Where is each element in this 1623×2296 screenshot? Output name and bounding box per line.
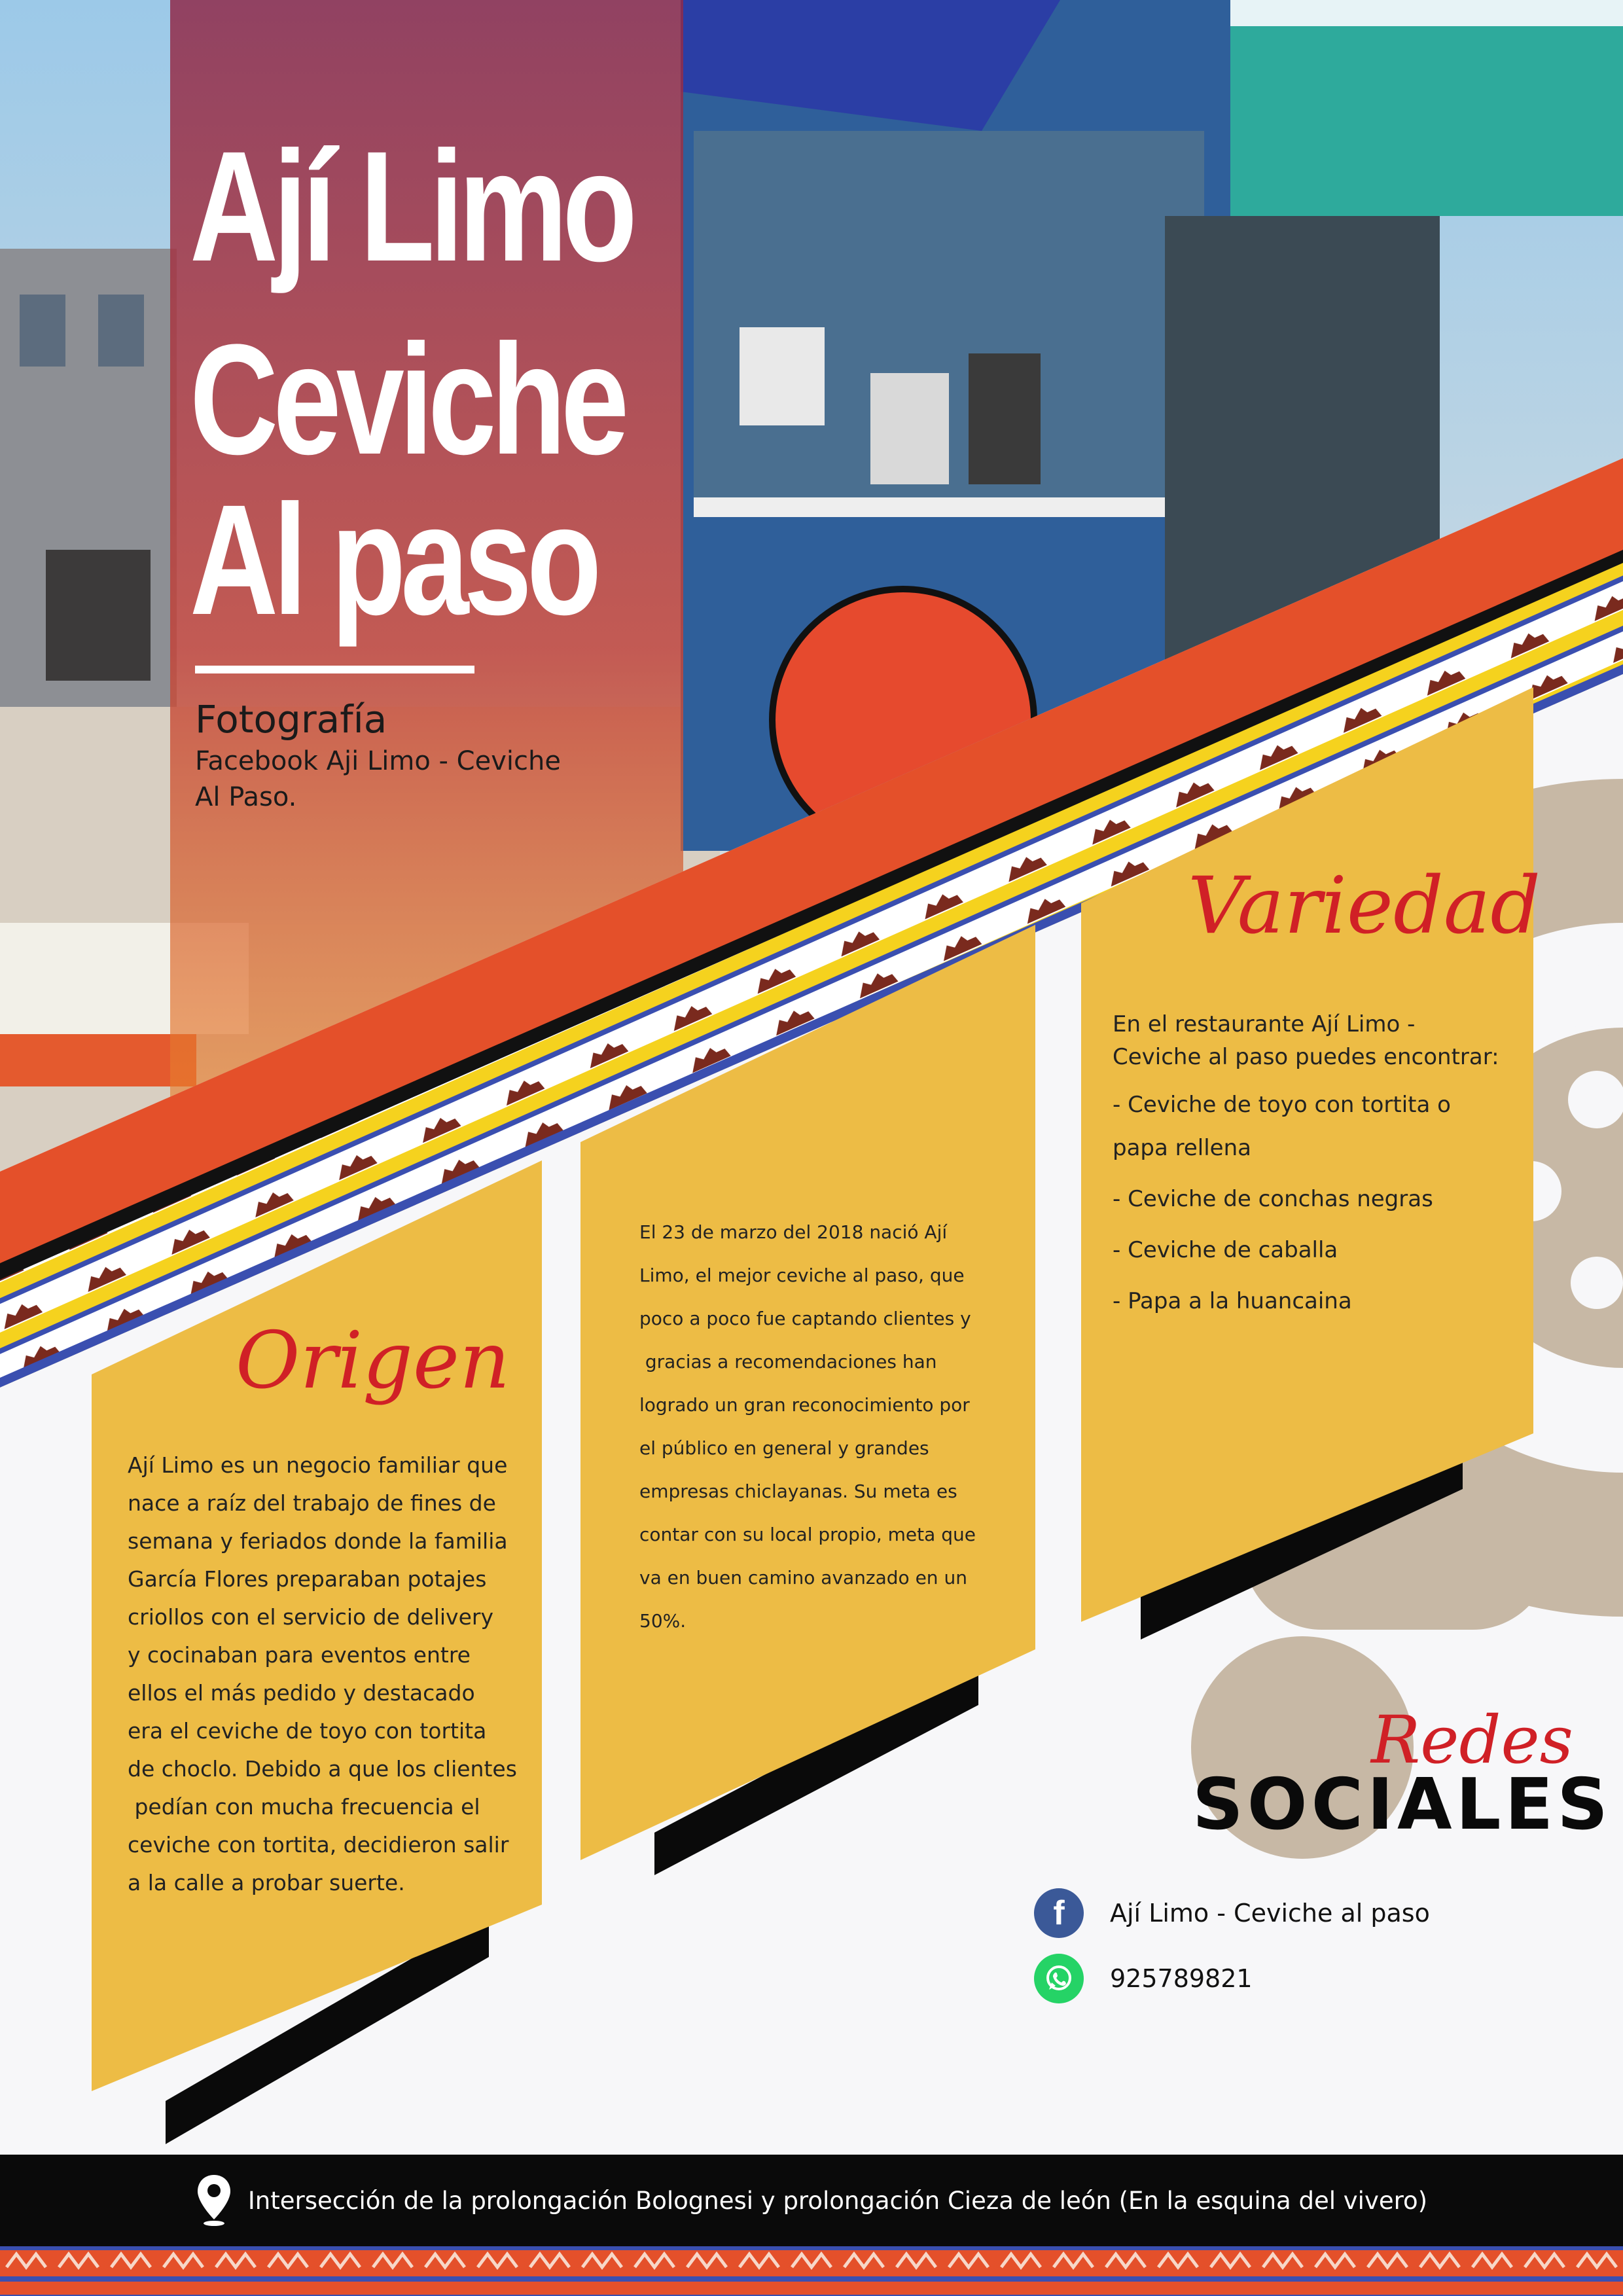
- variedad-intro: [1113, 1008, 1531, 1073]
- variedad-item: - Ceviche de conchas negras: [1113, 1186, 1433, 1212]
- origen-body-line: ellos el más pedido y destacado: [128, 1680, 475, 1706]
- facebook-link[interactable]: [1034, 1888, 1430, 1938]
- bottom-pattern-strip: [0, 2246, 1623, 2296]
- title-line-2: Ceviche: [190, 312, 624, 487]
- variedad-list: [1113, 1083, 1531, 1323]
- origen-body: [128, 1446, 533, 1902]
- historia-body-line: poco a poco fue captando clientes y: [639, 1308, 971, 1329]
- historia-body-line: va en buen camino avanzado en un: [639, 1567, 967, 1588]
- origen-body-line: García Flores preparaban potajes: [128, 1566, 487, 1592]
- photo-credit-line-2: Al Paso.: [195, 782, 297, 812]
- whatsapp-icon: [1034, 1954, 1084, 2003]
- origen-body-line: y cocinaban para eventos entre: [128, 1642, 471, 1668]
- variedad-intro-line-2: Ceviche al paso puedes encontrar:: [1113, 1044, 1499, 1070]
- variedad-item: - Papa a la huancaina: [1113, 1288, 1352, 1314]
- redes-script-heading: Redes: [1371, 1702, 1573, 1778]
- origen-body-line: ceviche con tortita, decidieron salir: [128, 1832, 509, 1857]
- facebook-icon: f: [1034, 1888, 1084, 1938]
- origen-heading: Origen: [236, 1316, 510, 1407]
- variedad-item: papa rellena: [1113, 1135, 1251, 1161]
- origen-body-line: semana y feriados donde la familia: [128, 1528, 508, 1554]
- origen-body-line: de choclo. Debido a que los clientes: [128, 1756, 517, 1782]
- title-line-1: Ají Limo: [190, 118, 632, 294]
- historia-body-line: logrado un gran reconocimiento por: [639, 1394, 970, 1416]
- origen-body-line: nace a raíz del trabajo de fines de: [128, 1490, 496, 1516]
- variedad-intro-line-1: En el restaurante Ají Limo -: [1113, 1011, 1416, 1037]
- historia-body-line: Limo, el mejor ceviche al paso, que: [639, 1265, 965, 1286]
- origen-body-line: pedían con mucha frecuencia el: [128, 1794, 480, 1820]
- photo-credit-label: Fotografía: [195, 697, 387, 742]
- photo-credit-line-1: Facebook Aji Limo - Ceviche: [195, 746, 561, 776]
- title-underline: [195, 666, 474, 673]
- historia-body-line: empresas chiclayanas. Su meta es: [639, 1480, 957, 1502]
- historia-body-line: El 23 de marzo del 2018 nació Ají: [639, 1221, 948, 1243]
- whatsapp-link[interactable]: [1034, 1954, 1253, 2003]
- facebook-label: Ají Limo - Ceviche al paso: [1110, 1899, 1430, 1928]
- historia-body-line: gracias a recomendaciones han: [639, 1351, 937, 1372]
- title-line-3: Al paso: [190, 472, 597, 647]
- whatsapp-label: 925789821: [1110, 1964, 1253, 1993]
- variedad-item: - Ceviche de caballa: [1113, 1237, 1338, 1263]
- origen-body-line: criollos con el servicio de delivery: [128, 1604, 493, 1630]
- redes-block-heading: SOCIALES: [1192, 1764, 1612, 1846]
- variedad-heading: Variedad: [1188, 861, 1541, 952]
- footer-address: Intersección de la prolongación Bolognesi y prolongación Cieza de león (En la esquina del vivero): [247, 2186, 1428, 2215]
- historia-body: [639, 1211, 1026, 1643]
- historia-body-line: contar con su local propio, meta que: [639, 1524, 976, 1545]
- variedad-item: - Ceviche de toyo con tortita o: [1113, 1092, 1451, 1118]
- origen-body-line: a la calle a probar suerte.: [128, 1870, 405, 1895]
- location-pin-icon: [196, 2174, 232, 2227]
- historia-body-line: el público en general y grandes: [639, 1437, 929, 1459]
- footer-bar: [0, 2155, 1623, 2246]
- origen-body-line: Ají Limo es un negocio familiar que: [128, 1452, 508, 1478]
- historia-body-line: 50%.: [639, 1610, 687, 1632]
- origen-body-line: era el ceviche de toyo con tortita: [128, 1718, 487, 1744]
